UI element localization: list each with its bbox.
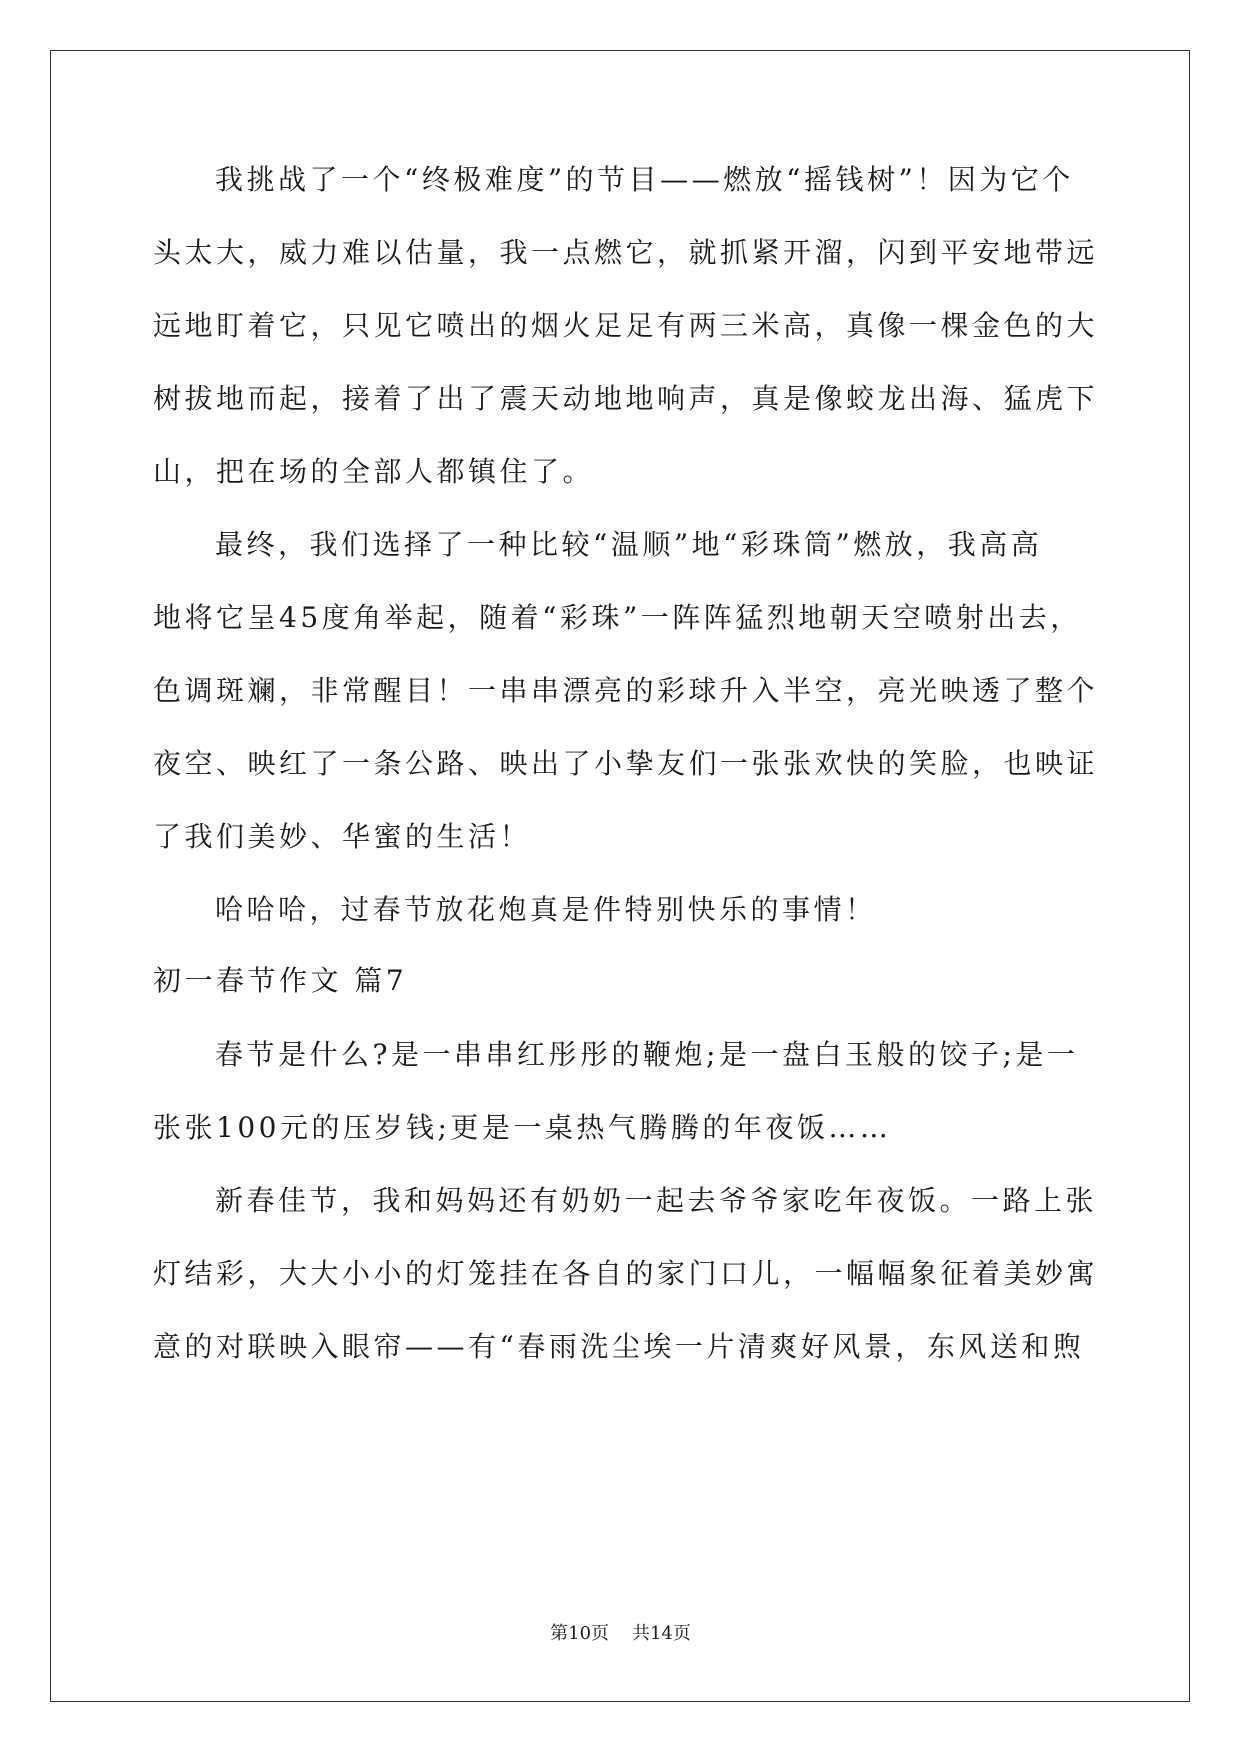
paragraph-line: 色调斑斓，非常醒目！一串串漂亮的彩球升入半空，亮光映透了整个 [153, 674, 1099, 707]
paragraph-line: 意的对联映入眼帘——有“春雨洗尘埃一片清爽好风景，东风送和煦 [153, 1330, 1085, 1363]
paragraph-line: 张张100元的压岁钱;更是一桌热气腾腾的年夜饭…… [153, 1111, 892, 1144]
paragraph-line: 夜空、映红了一条公路、映出了小挚友们一张张欢快的笑脸，也映证 [153, 747, 1099, 780]
paragraph-line: 最终，我们选择了一种比较“温顺”地“彩珠筒”燃放，我高高 [215, 528, 1043, 561]
paragraph-line: 了我们美妙、华蜜的生活！ [153, 820, 532, 853]
paragraph-line: 新春佳节，我和妈妈还有奶奶一起去爷爷家吃年夜饭。一路上张 [215, 1184, 1098, 1217]
paragraph-line: 远地盯着它，只见它喷出的烟火足足有两三米高，真像一棵金色的大 [153, 309, 1099, 342]
paragraph-line: 山，把在场的全部人都镇住了。 [153, 455, 595, 488]
paragraph-line: 哈哈哈，过春节放花炮真是件特别快乐的事情！ [215, 893, 877, 926]
paragraph-line: 头太大，威力难以估量，我一点燃它，就抓紧开溜，闪到平安地带远 [153, 236, 1099, 269]
page-total: 共14页 [631, 1623, 691, 1644]
section-heading: 初一春节作文 篇7 [153, 964, 408, 997]
paragraph-line: 春节是什么?是一串串红彤彤的鞭炮;是一盘白玉般的饺子;是一 [215, 1038, 1079, 1071]
page-number: 第10页 [550, 1623, 610, 1644]
paragraph-line: 我挑战了一个“终极难度”的节目——燃放“摇钱树”！因为它个 [215, 163, 1074, 196]
paragraph-line: 树拔地而起，接着了出了震天动地地响声，真是像蛟龙出海、猛虎下 [153, 382, 1099, 415]
page-border [50, 50, 1190, 1702]
page-footer [0, 1622, 1241, 1646]
paragraph-line: 地将它呈45度角举起，随着“彩珠”一阵阵猛烈地朝天空喷射出去， [153, 601, 1082, 634]
paragraph-line: 灯结彩，大大小小的灯笼挂在各自的家门口儿，一幅幅象征着美妙寓 [153, 1257, 1099, 1290]
